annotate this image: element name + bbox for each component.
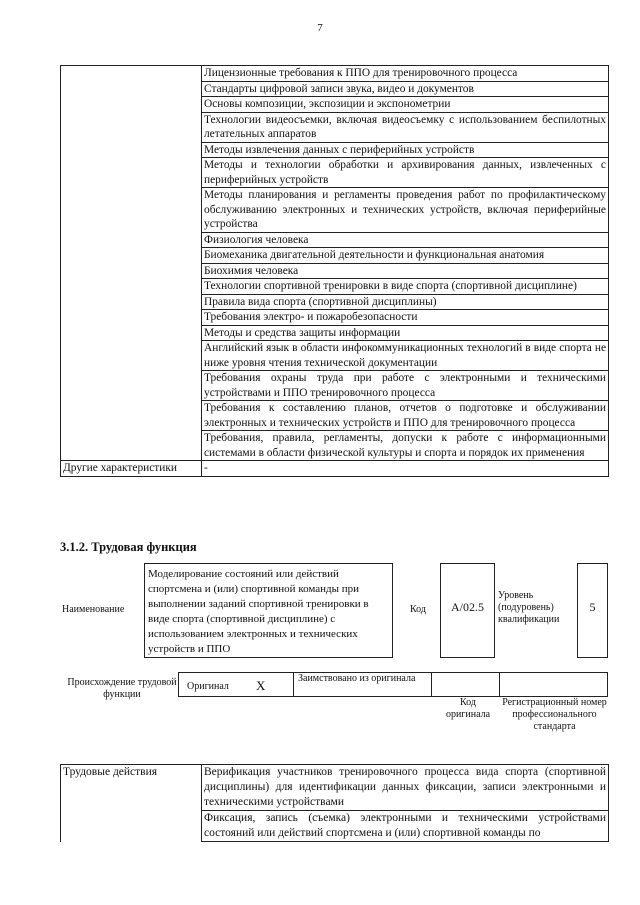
table-row [61,66,609,82]
kod-value: А/02.5 [440,563,495,658]
original-label: Оригинал [187,681,229,692]
level-label: Уровень (подуровень) квалификации [498,590,560,625]
action-item: Верификация участников тренировочного процесса вида спорта (спортивной дисциплины) для идентификации данных фиксации, записи электронными и техническими устройствами [202,765,609,811]
knowledge-item: Методы извлечения данных с периферийных устройств [202,142,609,158]
knowledge-item: Методы и средства защиты информации [202,325,609,341]
page-number: 7 [317,22,323,34]
knowledge-item: Требования охраны труда при работе с электронными и техническими устройствами и ППО тренировочного процесса [202,371,609,401]
knowledge-item: Правила вида спорта (спортивной дисциплины) [202,294,609,310]
table-row [61,765,609,811]
kod-orig-cell [431,673,499,696]
action-item: Фиксация, запись (съемка) электронными и техническими устройствами состояний или действий спортсмена и (или) спортивной команды по [202,811,609,842]
other-characteristics-row [61,461,609,477]
knowledge-item: Основы композиции, экспозиции и экспонометрии [202,97,609,113]
original-mark: X [256,678,266,693]
knowledge-item: Технологии видеосъемки, включая видеосъемку с использованием беспилотных летательных аппаратов [202,112,609,142]
origin-label: Происхождение трудовой функции [67,677,177,700]
knowledge-item: Методы планирования и регламенты проведения работ по профилактическому обслуживанию электронных и технических устройств, включая периферийные устройства [202,188,609,233]
reg-number-cell [499,673,607,696]
origin-row [178,672,608,697]
knowledge-item: Лицензионные требования к ППО для тренировочного процесса [202,66,609,82]
knowledge-item: Стандарты цифровой записи звука, видео и документов [202,81,609,97]
knowledge-item: Биохимия человека [202,263,609,279]
actions-table [60,764,609,842]
knowledge-item: Физиология человека [202,232,609,248]
knowledge-item: Требования, правила, регламенты, допуски к работе с информационными системами в области физической культуры и спорта и порядок их применения [202,431,609,461]
knowledge-item: Требования электро- и пожаробезопасности [202,310,609,326]
section-title: 3.1.2. Трудовая функция [60,540,197,554]
knowledge-table [60,65,609,477]
knowledge-item: Биомеханика двигательной деятельности и функциональная анатомия [202,248,609,264]
other-label: Другие характеристики [61,461,202,477]
kod-orig-label: Код оригинала [445,697,491,720]
knowledge-item: Технологии спортивной тренировки в виде спорта (спортивной дисциплине) [202,279,609,295]
knowledge-label-cell [61,66,202,461]
function-name-box: Моделирование состояний или действий спортсмена и (или) спортивной команды при выполнении заданий спортивной тренировки в виде спорта (спортивной дисциплине) с использованием электронных и технических устройств и ППО [144,563,393,658]
reg-label: Регистрационный номер профессионального стандарта [502,697,607,732]
naim-label: Наименование [62,604,125,615]
knowledge-item: Требования к составлению планов, отчетов о подготовке и обслуживании электронных и технических устройств и ППО для тренировочного процесса [202,401,609,431]
knowledge-item: Методы и технологии обработки и архивирования данных, извлеченных с периферийных устройств [202,158,609,188]
level-value: 5 [577,563,608,658]
actions-label: Трудовые действия [61,765,202,842]
knowledge-item: Английский язык в области инфокоммуникационных технологий в виде спорта не ниже уровня чтения технической документации [202,341,609,371]
kod-label: Код [410,604,426,615]
other-value: - [202,461,609,477]
borrowed-label: Заимствовано из оригинала [293,673,431,696]
